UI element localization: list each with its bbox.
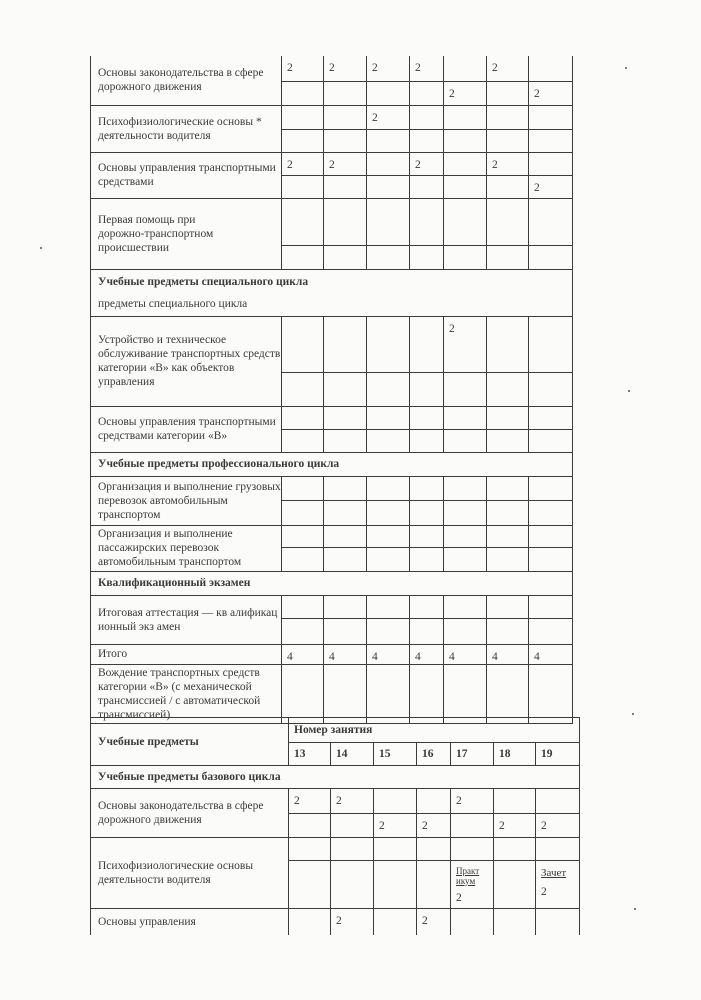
hours-cell xyxy=(289,838,331,861)
hours-cell xyxy=(536,909,580,935)
lesson-number-header: Номер занятия xyxy=(289,718,580,743)
hours-cell: 2 xyxy=(417,814,451,838)
hours-cell xyxy=(282,406,324,429)
hours-cell xyxy=(410,664,444,723)
hours-cell xyxy=(529,129,573,152)
hours-cell xyxy=(282,198,324,245)
hours-cell xyxy=(410,476,444,500)
hours-cell xyxy=(444,129,487,152)
hours-cell xyxy=(324,476,367,500)
hours-cell xyxy=(367,525,410,547)
hours-cell xyxy=(487,618,529,644)
hours-cell xyxy=(529,595,573,618)
hours-cell xyxy=(529,525,573,547)
hours-cell xyxy=(374,909,417,935)
hours-cell xyxy=(289,909,331,935)
hours-cell xyxy=(367,406,410,429)
hours-cell xyxy=(487,372,529,406)
hours-cell xyxy=(374,861,417,909)
hours-cell: 2 xyxy=(410,152,444,175)
section-header xyxy=(91,571,573,595)
hours-cell: 2 xyxy=(417,909,451,935)
hours-cell xyxy=(487,547,529,571)
hours-cell xyxy=(282,429,324,452)
lesson-note: Зачет xyxy=(541,867,567,879)
hours-cell xyxy=(536,861,580,909)
hours-cell xyxy=(282,595,324,618)
hours-cell xyxy=(487,476,529,500)
subject-name: Основы управления транспортными средствами категории «В» xyxy=(91,406,282,452)
hours-cell xyxy=(444,56,487,81)
hours-cell xyxy=(367,547,410,571)
hours-cell xyxy=(494,838,536,861)
hours-cell xyxy=(367,476,410,500)
hours-cell xyxy=(410,129,444,152)
hours-cell xyxy=(410,595,444,618)
hours-cell: 4 xyxy=(444,644,487,664)
hours-cell xyxy=(410,198,444,245)
hours-cell xyxy=(282,500,324,525)
hours-cell xyxy=(444,105,487,129)
subject-name: Организация и выполнение грузовых перевозок автомобильным транспортом xyxy=(91,476,282,525)
hours-cell xyxy=(410,429,444,452)
hours-cell xyxy=(444,198,487,245)
subject-name: Устройство и техническое обслуживание транспортных средств категории «В» как объектов управления xyxy=(91,316,282,406)
hours-cell: 2 xyxy=(324,152,367,175)
hours-cell xyxy=(282,245,324,269)
table-row xyxy=(91,644,573,664)
hours-cell xyxy=(444,429,487,452)
hours-cell xyxy=(444,476,487,500)
hours-cell xyxy=(444,664,487,723)
hours-cell xyxy=(494,861,536,909)
hours-cell xyxy=(529,406,573,429)
hours-cell xyxy=(410,81,444,105)
lesson-number: 13 xyxy=(289,743,331,766)
lesson-number: 18 xyxy=(494,743,536,766)
subject-name: Итоговая аттестация — кв алификац ионный экз амен xyxy=(91,595,282,644)
subjects-column-header: Учебные предметы xyxy=(91,718,289,766)
hours-cell xyxy=(410,525,444,547)
hours-cell xyxy=(529,547,573,571)
lesson-number: 15 xyxy=(374,743,417,766)
schedule-table-lessons-6-12 xyxy=(90,56,573,724)
subject-name-line: Первая помощь при xyxy=(98,213,196,226)
table-row xyxy=(91,406,573,429)
hours-cell xyxy=(529,56,573,81)
hours-cell xyxy=(324,175,367,198)
hours-cell xyxy=(410,316,444,372)
table-row xyxy=(91,476,573,500)
hours-cell xyxy=(487,429,529,452)
hours-cell xyxy=(529,664,573,723)
hours-cell xyxy=(529,152,573,175)
lesson-number: 17 xyxy=(451,743,494,766)
hours-cell: 4 xyxy=(529,644,573,664)
hours-cell: 4 xyxy=(324,644,367,664)
hours-cell xyxy=(487,198,529,245)
hours-cell xyxy=(324,245,367,269)
hours-cell xyxy=(444,152,487,175)
subject-name: Основы управления xyxy=(91,909,289,935)
hours-cell xyxy=(367,129,410,152)
hours-cell xyxy=(494,909,536,935)
lesson-number: 16 xyxy=(417,743,451,766)
hours-cell xyxy=(444,245,487,269)
hours-cell xyxy=(324,618,367,644)
hours-cell: 2 xyxy=(444,81,487,105)
hours-cell: 2 xyxy=(536,814,580,838)
section-header xyxy=(91,452,573,476)
hours-cell xyxy=(444,175,487,198)
hours-cell xyxy=(410,547,444,571)
hours-cell xyxy=(444,547,487,571)
table-row xyxy=(91,838,580,861)
hours-cell: 2 xyxy=(374,814,417,838)
hours-cell xyxy=(324,595,367,618)
hours-cell xyxy=(529,198,573,245)
hours-cell: 2 xyxy=(494,814,536,838)
subject-name-line: происшествии xyxy=(98,241,170,254)
hours-cell xyxy=(282,105,324,129)
hours-cell xyxy=(410,175,444,198)
hours-cell xyxy=(374,838,417,861)
hours-cell xyxy=(444,595,487,618)
hours-cell xyxy=(331,814,374,838)
hours-cell xyxy=(410,105,444,129)
subject-name xyxy=(91,198,282,269)
section-header xyxy=(91,269,573,316)
hours-cell xyxy=(487,664,529,723)
hours-cell xyxy=(367,152,410,175)
subject-name: Организация и выполнение пассажирских перевозок автомобильным транспортом xyxy=(91,525,282,571)
hours-cell: 2 xyxy=(529,81,573,105)
hours-cell xyxy=(487,105,529,129)
hours-cell xyxy=(487,81,529,105)
hours-cell xyxy=(324,372,367,406)
hours-cell xyxy=(529,105,573,129)
subject-name: Вождение транспортных средств категории «В» (с механической трансмиссией / с автоматической трансмиссией) xyxy=(91,664,282,723)
table-row xyxy=(91,198,573,245)
table-row xyxy=(91,664,573,723)
hours-cell xyxy=(417,789,451,814)
hours-cell: 2 xyxy=(487,152,529,175)
hours-cell xyxy=(374,789,417,814)
hours-cell xyxy=(487,316,529,372)
hours-cell xyxy=(410,406,444,429)
hours-cell xyxy=(367,316,410,372)
table-row xyxy=(91,595,573,618)
hours-cell xyxy=(367,618,410,644)
hours-cell xyxy=(410,245,444,269)
hours-cell xyxy=(282,129,324,152)
hours-cell: 2 xyxy=(282,152,324,175)
hours-cell xyxy=(282,372,324,406)
hours-cell xyxy=(367,175,410,198)
hours-cell xyxy=(487,525,529,547)
hours-cell xyxy=(331,861,374,909)
table-row xyxy=(91,316,573,372)
hours-cell xyxy=(289,861,331,909)
hours-cell xyxy=(487,245,529,269)
hours-cell xyxy=(324,525,367,547)
hours-cell xyxy=(324,547,367,571)
scan-speck xyxy=(634,908,636,910)
hours-cell xyxy=(487,175,529,198)
hours-cell xyxy=(487,500,529,525)
subject-name: Основы законодательства в сфере дорожного движения xyxy=(91,789,289,838)
lesson-number: 19 xyxy=(536,743,580,766)
hours-cell xyxy=(487,595,529,618)
hours-cell xyxy=(410,372,444,406)
hours-cell xyxy=(282,476,324,500)
hours-cell xyxy=(529,500,573,525)
hours-cell xyxy=(444,525,487,547)
hours-cell: 2 xyxy=(367,105,410,129)
table-row xyxy=(91,105,573,129)
scan-speck xyxy=(628,390,630,392)
scan-speck xyxy=(40,247,42,249)
hours-cell xyxy=(451,838,494,861)
hours-cell xyxy=(324,81,367,105)
hours-cell xyxy=(410,500,444,525)
hours-cell xyxy=(451,909,494,935)
hours-cell xyxy=(529,429,573,452)
hours-cell xyxy=(282,81,324,105)
table-row xyxy=(91,909,580,935)
hours-cell xyxy=(417,861,451,909)
section-title: Учебные предметы специального цикла xyxy=(98,275,309,288)
hours-cell xyxy=(324,105,367,129)
table-row xyxy=(91,525,573,547)
hours-cell xyxy=(324,664,367,723)
hours-cell xyxy=(367,429,410,452)
hours-cell xyxy=(282,175,324,198)
hours-cell xyxy=(289,814,331,838)
subject-name: Психофизиологические основы * деятельности водителя xyxy=(91,105,282,152)
section-header: Учебные предметы базового цикла xyxy=(91,766,580,789)
hours-cell: 2 xyxy=(367,56,410,81)
hours-cell xyxy=(324,198,367,245)
hours-cell: 4 xyxy=(367,644,410,664)
hours-cell: 2 xyxy=(451,789,494,814)
table-row xyxy=(91,789,580,814)
hours-cell xyxy=(529,245,573,269)
scan-speck xyxy=(632,713,634,715)
hours-cell xyxy=(367,198,410,245)
lesson-note: Практ икум xyxy=(456,866,480,886)
hours-cell: 2 xyxy=(331,789,374,814)
hours-cell xyxy=(367,664,410,723)
hours-cell xyxy=(367,372,410,406)
hours-cell xyxy=(331,838,374,861)
subject-name-line: дорожно-транспортном xyxy=(98,227,214,240)
hours-cell xyxy=(451,814,494,838)
table-row xyxy=(91,152,573,175)
hours-cell xyxy=(444,618,487,644)
hours-cell xyxy=(367,500,410,525)
hours-cell xyxy=(324,500,367,525)
hours-cell xyxy=(367,81,410,105)
table-row xyxy=(91,56,573,81)
hours-cell xyxy=(494,789,536,814)
section-title: Учебные предметы профессионального цикла xyxy=(98,458,340,470)
hours-cell xyxy=(367,595,410,618)
lesson-number: 14 xyxy=(331,743,374,766)
subject-name: Основы законодательства в сфере дорожного движения xyxy=(91,56,282,105)
subject-name: Психофизиологические основы деятельности водителя xyxy=(91,838,289,909)
hours-cell: 2 xyxy=(410,56,444,81)
schedule-table-lessons-13-19 xyxy=(90,717,580,935)
hours-cell xyxy=(282,525,324,547)
hours-cell: 2 xyxy=(529,175,573,198)
hours-cell xyxy=(417,838,451,861)
hours-cell xyxy=(282,316,324,372)
hours-cell xyxy=(487,129,529,152)
hours-cell xyxy=(444,406,487,429)
hours-cell: 2 xyxy=(331,909,374,935)
hours-cell xyxy=(282,664,324,723)
hours-cell xyxy=(529,618,573,644)
hours-cell xyxy=(324,429,367,452)
hours-cell xyxy=(444,372,487,406)
subject-name: Итого xyxy=(91,644,282,664)
hours-cell xyxy=(324,129,367,152)
hours-cell xyxy=(324,406,367,429)
hours-cell xyxy=(367,245,410,269)
hours-cell xyxy=(536,789,580,814)
hours-cell: 4 xyxy=(487,644,529,664)
hours-cell: 2 xyxy=(324,56,367,81)
hours-cell: 2 xyxy=(444,316,487,372)
hours-cell xyxy=(487,406,529,429)
hours-cell xyxy=(410,618,444,644)
hours-cell xyxy=(529,372,573,406)
section-title: Квалификационный экзамен xyxy=(98,577,251,589)
hours-cell xyxy=(282,547,324,571)
hours-cell: 2 xyxy=(289,789,331,814)
hours-cell xyxy=(451,861,494,909)
hours-cell xyxy=(282,618,324,644)
hours-value: 2 xyxy=(541,886,547,898)
hours-cell xyxy=(324,316,367,372)
hours-cell: 2 xyxy=(282,56,324,81)
hours-cell xyxy=(529,476,573,500)
hours-cell: 4 xyxy=(282,644,324,664)
subject-name: Основы управления транспортными средствами xyxy=(91,152,282,198)
hours-cell xyxy=(536,838,580,861)
hours-cell: 4 xyxy=(410,644,444,664)
section-subtitle: предметы специального цикла xyxy=(98,297,248,310)
hours-cell: 2 xyxy=(487,56,529,81)
hours-value: 2 xyxy=(456,892,462,904)
scan-speck xyxy=(625,67,627,69)
hours-cell xyxy=(444,500,487,525)
hours-cell xyxy=(529,316,573,372)
